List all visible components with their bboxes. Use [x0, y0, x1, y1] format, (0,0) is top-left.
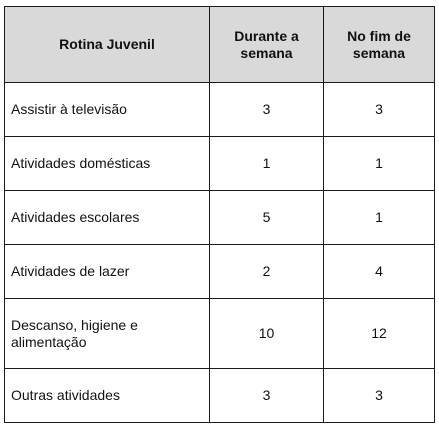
weekday-cell: 2 [210, 245, 324, 299]
weekday-cell: 3 [210, 83, 324, 137]
table-row [5, 137, 435, 191]
routine-table [4, 6, 435, 423]
activity-cell: Atividades escolares [5, 191, 210, 245]
weekend-cell: 4 [324, 245, 435, 299]
weekend-cell: 3 [324, 369, 435, 423]
activity-cell: Outras atividades [5, 369, 210, 423]
activity-cell: Assistir à televisão [5, 83, 210, 137]
header-weekend: No fim de semana [324, 7, 435, 83]
weekday-cell: 3 [210, 369, 324, 423]
activity-cell: Descanso, higiene e alimentação [5, 299, 210, 369]
table-row [5, 299, 435, 369]
weekend-cell: 12 [324, 299, 435, 369]
table-row [5, 245, 435, 299]
activity-cell: Atividades domésticas [5, 137, 210, 191]
weekend-cell: 1 [324, 191, 435, 245]
header-weekday: Durante a semana [210, 7, 324, 83]
header-row [5, 7, 435, 83]
weekend-cell: 1 [324, 137, 435, 191]
weekday-cell: 5 [210, 191, 324, 245]
table-row [5, 83, 435, 137]
activity-cell: Atividades de lazer [5, 245, 210, 299]
table-row [5, 369, 435, 423]
weekday-cell: 10 [210, 299, 324, 369]
table-row [5, 191, 435, 245]
weekday-cell: 1 [210, 137, 324, 191]
header-routine: Rotina Juvenil [5, 7, 210, 83]
weekend-cell: 3 [324, 83, 435, 137]
